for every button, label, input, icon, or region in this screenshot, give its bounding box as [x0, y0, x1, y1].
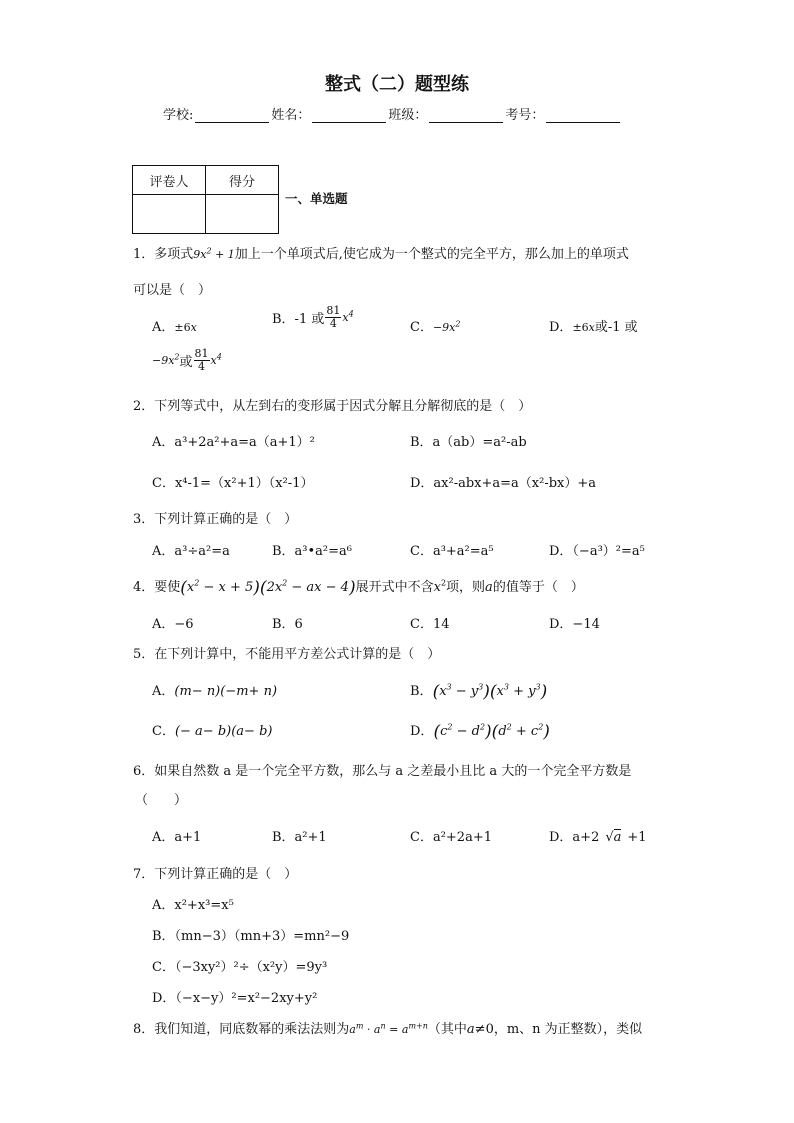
question-1-option-d-cont: $-9x^2$或 $\frac{81}{4}$ $x^4$ [152, 347, 222, 373]
question-6-option-d[interactable]: D．a+2 √a +1 [549, 830, 647, 845]
fraction: $\frac{81}{4}$ [326, 304, 341, 330]
name-blank[interactable] [312, 109, 386, 123]
score-cell[interactable] [206, 195, 279, 234]
page-title: 整式（二）题型练 [325, 74, 469, 95]
question-2-stem: 2．下列等式中，从左到右的变形属于因式分解且分解彻底的是（ ） [133, 399, 532, 414]
exam-no-blank[interactable] [546, 109, 620, 123]
question-1-option-a[interactable]: A．±6x [152, 320, 197, 335]
math-expr: $(x^2 - x + 5)(2x^2$ − ax − 4) [180, 578, 356, 598]
question-2-option-a[interactable]: A．a³+2a²+a=a（a+1）² [152, 435, 315, 450]
score-header: 得分 [206, 166, 279, 195]
question-3-option-a[interactable]: A．a³÷a²=a [152, 544, 230, 559]
question-2-option-c[interactable]: C．x⁴-1=（x²+1）（x²-1） [152, 476, 314, 491]
question-3-option-c[interactable]: C．a³+a²=a⁵ [410, 544, 494, 559]
school-blank[interactable] [195, 109, 269, 123]
score-table [132, 165, 279, 234]
math-expr: $9x^2 + 1$ [193, 246, 235, 261]
question-7-option-a[interactable]: A．x²+x³=x⁵ [152, 898, 234, 913]
question-6-stem-line2: （ ） [135, 793, 188, 808]
question-6-stem: 6．如果自然数 a 是一个完全平方数，那么与 a 之差最小且比 a 大的一个完全平方数是 [133, 764, 632, 779]
question-5-option-a[interactable]: A．(m− n)(−m+ n) [152, 684, 278, 699]
grader-cell[interactable] [133, 195, 206, 234]
sqrt-a: √a [605, 830, 622, 845]
question-7-stem: 7．下列计算正确的是（ ） [133, 867, 298, 882]
question-3-option-d[interactable]: D．（−a³）²=a⁵ [549, 544, 645, 559]
question-1-option-b[interactable]: B．-1 或 $\frac{81}{4}$ $x^4$ [272, 304, 354, 330]
question-1-stem: 1．多项式$9x^2 + 1$加上一个单项式后,使它成为一个整式的完全平方，那么加上的单项式 [133, 246, 629, 262]
exam-no-label: 考号： [505, 108, 545, 123]
question-3-option-b[interactable]: B．a³•a²=a⁶ [272, 544, 352, 559]
question-5-stem: 5．在下列计算中，不能用平方差公式计算的是（ ） [133, 647, 441, 662]
student-info-line [163, 104, 622, 123]
fraction: $\frac{81}{4}$ [194, 347, 209, 373]
question-5-option-d[interactable]: D．$(c^2 - d^2)(d^2 + c^2)$ [410, 722, 550, 742]
grader-header: 评卷人 [133, 166, 206, 195]
question-1-option-d[interactable]: D．±6x或-1 或 [549, 320, 638, 335]
question-5-option-b[interactable]: B．$(x^3 - y^3)(x^3 + y^3)$ [410, 682, 548, 702]
question-1-option-c[interactable]: C．$-9x^2$ [410, 319, 461, 335]
question-7-option-d[interactable]: D．（−x−y）²=x²−2xy+y² [152, 991, 318, 1006]
class-label: 班级： [388, 108, 428, 123]
question-2-option-d[interactable]: D．ax²-abx+a=a（x²-bx）+a [410, 476, 597, 491]
question-6-option-c[interactable]: C．a²+2a+1 [410, 830, 492, 845]
question-4-stem: 4．要使$(x^2 - x + 5)(2x^2$ − ax − 4)展开式中不含$x^2$项，则a的值等于（ ） [133, 578, 584, 598]
question-7-option-c[interactable]: C．（−3xy²）²÷（x²y）=9y³ [152, 960, 328, 975]
question-2-option-b[interactable]: B．a（ab）=a²-ab [410, 435, 527, 450]
question-8-stem: 8．我们知道，同底数幂的乘法法则为$a^m \cdot a^n = a^{m+n}$（其中a≠0，m、n 为正整数），类似 [133, 1021, 643, 1037]
class-blank[interactable] [429, 109, 503, 123]
question-6-option-a[interactable]: A．a+1 [152, 830, 202, 845]
question-1-stem-line2: 可以是（ ） [133, 283, 212, 298]
question-5-option-c[interactable]: C．(− a− b)(a− b) [152, 724, 273, 739]
question-4-option-c[interactable]: C．14 [410, 617, 450, 632]
school-label: 学校: [163, 108, 194, 123]
question-6-option-b[interactable]: B．a²+1 [272, 830, 327, 845]
question-7-option-b[interactable]: B．（mn−3）（mn+3）=mn²−9 [152, 929, 350, 944]
question-3-stem: 3．下列计算正确的是（ ） [133, 512, 298, 527]
question-4-option-d[interactable]: D．−14 [549, 617, 600, 632]
section-heading: 一、单选题 [285, 191, 348, 206]
question-4-option-a[interactable]: A．−6 [152, 617, 194, 632]
question-4-option-b[interactable]: B．6 [272, 617, 303, 632]
name-label: 姓名： [271, 108, 311, 123]
